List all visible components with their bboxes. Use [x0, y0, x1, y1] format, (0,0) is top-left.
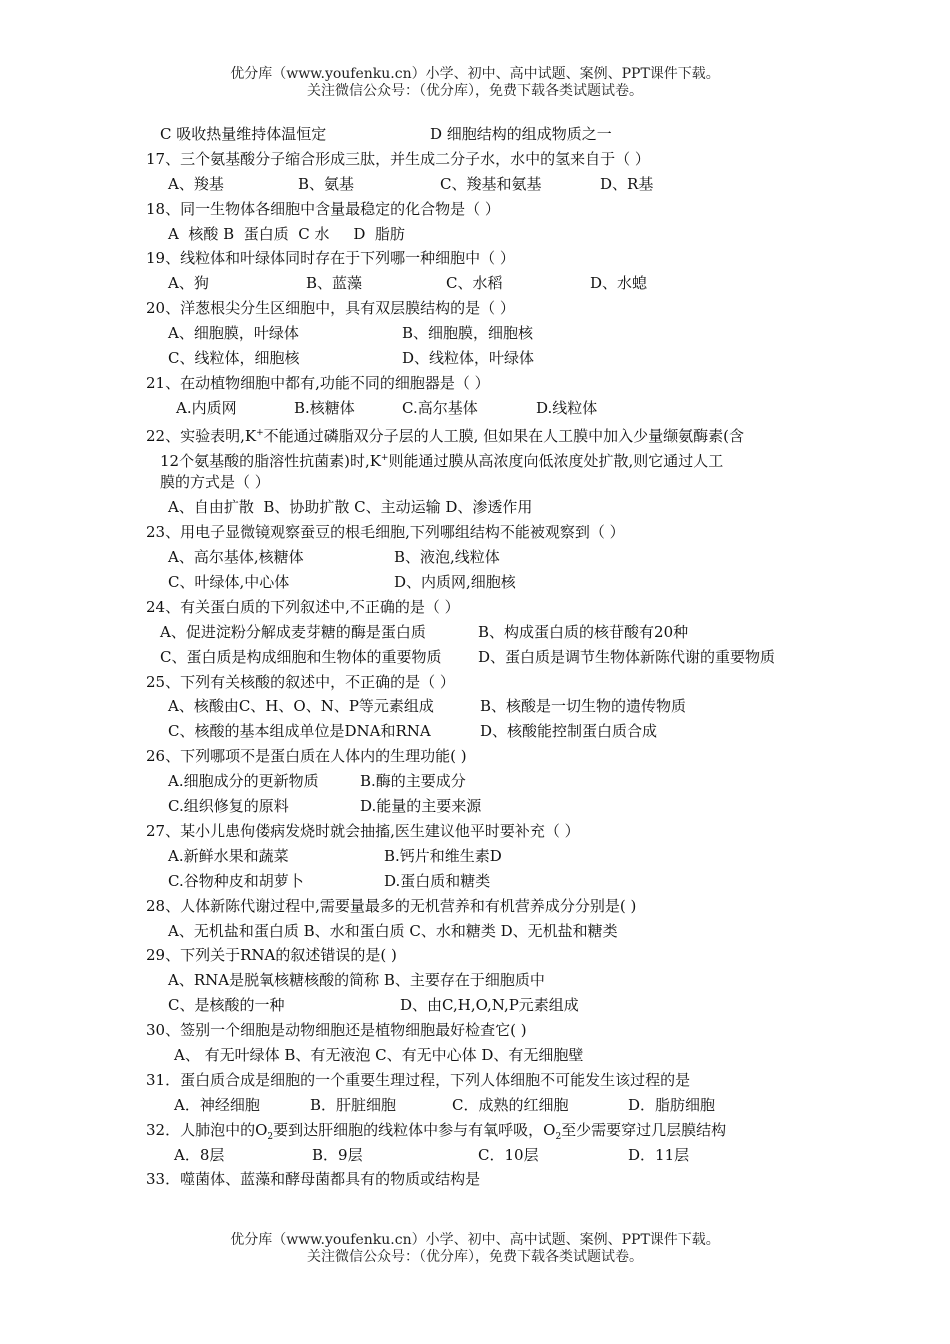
q21-option-b: B.核糖体 [294, 398, 355, 417]
q22-superscript-2: + [380, 452, 389, 463]
page-header [0, 66, 950, 100]
q21-option-d: D.线粒体 [536, 398, 598, 417]
q19-option-b: B、蓝藻 [306, 274, 363, 293]
q32-stem-a: 32．人肺泡中的O [146, 1120, 268, 1139]
q26-option-a: A.细胞成分的更新物质 [168, 772, 319, 791]
q26-option-b: B.酶的主要成分 [360, 772, 466, 791]
q27-options-ab [146, 844, 846, 869]
q18-options: A 核酸 B 蛋白质 C 水 D 脂肪 [168, 224, 405, 243]
q23-options-ab [146, 545, 846, 570]
q17-option-b: B、氨基 [298, 174, 355, 193]
q21-option-a: A.内质网 [176, 398, 237, 417]
q20-option-b: B、细胞膜，细胞核 [402, 324, 534, 343]
q16-option-c: C 吸收热量维持体温恒定 [160, 125, 327, 143]
q24-options-cd [146, 645, 846, 670]
q24-option-d: D、蛋白质是调节生物体新陈代谢的重要物质 [478, 647, 776, 666]
q26-options-cd [146, 794, 846, 819]
page-footer [0, 1232, 950, 1266]
q27-option-b: B.钙片和维生素D [384, 846, 502, 865]
q31-option-b: B．肝脏细胞 [310, 1095, 397, 1114]
q21-options [146, 396, 846, 421]
q31-stem: 31．蛋白质合成是细胞的一个重要生理过程，下列人体细胞不可能发生该过程的是 [146, 1070, 691, 1089]
q21-stem: 21、在动植物细胞中都有,功能不同的细胞器是（ ） [146, 373, 490, 392]
q25-option-c: C、核酸的基本组成单位是DNA和RNA [168, 722, 431, 741]
q29-option-c: C、是核酸的一种 [168, 996, 285, 1015]
q32-stem-c: 至少需要穿过几层膜结构 [561, 1120, 727, 1139]
q23-option-a: A、高尔基体,核糖体 [168, 548, 304, 567]
q29-stem: 29、下列关于RNA的叙述错误的是( ) [146, 946, 397, 965]
q19-option-c: C、水稻 [446, 274, 503, 293]
q32-option-a: A．8层 [174, 1145, 225, 1164]
q25-options-ab [146, 694, 846, 719]
q31-option-a: A．神经细胞 [174, 1095, 260, 1114]
q22-stem [146, 421, 846, 446]
q19-option-d: D、水螅 [590, 274, 648, 293]
q32-option-c: C．10层 [478, 1145, 539, 1164]
q32-stem [146, 1118, 846, 1143]
q26-option-d: D.能量的主要来源 [360, 797, 482, 816]
q25-option-b: B、核酸是一切生物的遗传物质 [480, 697, 687, 716]
q21-option-c: C.高尔基体 [402, 398, 478, 417]
q20-option-d: D、线粒体，叶绿体 [402, 349, 535, 368]
q22-line-3: 膜的方式是（ ） [160, 473, 270, 492]
q22-options: A、自由扩散 B、协助扩散 C、主动运输 D、渗透作用 [168, 498, 533, 517]
q17-option-a: A、羧基 [168, 174, 224, 193]
q29-options-ab: A、RNA是脱氧核糖核酸的简称 B、主要存在于细胞质中 [168, 971, 545, 990]
q27-option-c: C.谷物种皮和胡萝卜 [168, 871, 304, 890]
q17-option-c: C、羧基和氨基 [440, 174, 542, 193]
q16-options-cd [146, 122, 846, 147]
q23-option-d: D、内质网,细胞核 [394, 573, 516, 592]
q31-options [146, 1093, 846, 1118]
q30-options: A、 有无叶绿体 B、有无液泡 C、有无中心体 D、有无细胞壁 [174, 1045, 584, 1064]
q20-options-cd [146, 346, 846, 371]
q23-stem: 23、用电子显微镜观察蚕豆的根毛细胞,下列哪组结构不能被观察到（ ） [146, 523, 625, 542]
footer-line-2: 关注微信公众号：（优分库），免费下载各类试题试卷。 [307, 1249, 643, 1265]
q31-option-c: C．成熟的红细胞 [452, 1095, 569, 1114]
q17-stem: 17、三个氨基酸分子缩合形成三肽，并生成二分子水，水中的氢来自于（ ） [146, 149, 650, 168]
q19-option-a: A、狗 [168, 274, 209, 293]
q17-option-d: D、R基 [600, 174, 654, 193]
q32-stem-b: 要到达肝细胞的线粒体中参与有氧呼吸，O [273, 1120, 556, 1139]
q24-stem: 24、有关蛋白质的下列叙述中,不正确的是（ ） [146, 597, 460, 616]
q30-stem: 30、签别一个细胞是动物细胞还是植物细胞最好检查它( ) [146, 1021, 527, 1040]
q23-option-c: C、叶绿体,中心体 [168, 573, 290, 592]
q32-subscript-2: 2 [555, 1131, 562, 1142]
q32-option-b: B．9层 [312, 1145, 363, 1164]
q20-option-c: C、线粒体，细胞核 [168, 349, 300, 368]
q22-line2-a: 12个氨基酸的脂溶性抗菌素)时,K [160, 451, 381, 470]
q27-stem: 27、某小儿患佝偻病发烧时就会抽搐,医生建议他平时要补充（ ） [146, 821, 580, 840]
q20-stem: 20、洋葱根尖分生区细胞中，具有双层膜结构的是（ ） [146, 299, 515, 318]
q25-options-cd [146, 719, 846, 744]
q18-stem: 18、同一生物体各细胞中含量最稳定的化合物是（ ） [146, 199, 500, 218]
q20-option-a: A、细胞膜，叶绿体 [168, 324, 299, 343]
q31-option-d: D．脂肪细胞 [628, 1095, 716, 1114]
q28-stem: 28、人体新陈代谢过程中,需要量最多的无机营养和有机营养成分分别是( ) [146, 896, 637, 915]
q22-stem-a: 22、实验表明,K [146, 426, 257, 445]
q25-option-a: A、核酸由C、H、O、N、P等元素组成 [168, 697, 434, 716]
q19-options [146, 271, 846, 296]
question-list [146, 122, 846, 1192]
q27-option-d: D.蛋白质和糖类 [384, 871, 491, 890]
q16-option-d: D 细胞结构的组成物质之一 [430, 125, 612, 143]
q25-stem: 25、下列有关核酸的叙述中，不正确的是（ ） [146, 672, 455, 691]
q29-option-d: D、由C,H,O,N,P元素组成 [400, 996, 579, 1015]
q26-options-ab [146, 769, 846, 794]
header-line-2: 关注微信公众号：（优分库），免费下载各类试题试卷。 [307, 83, 643, 99]
footer-line-1: 优分库（www.youfenku.cn）小学、初中、高中试题、案例、PPT课件下载。 [230, 1232, 720, 1248]
q26-option-c: C.组织修复的原料 [168, 797, 289, 816]
q25-option-d: D、核酸能控制蛋白质合成 [480, 722, 658, 741]
q22-line2-b: 则能通过膜从高浓度向低浓度处扩散,则它通过人工 [388, 451, 724, 470]
q17-options [146, 172, 846, 197]
q22-superscript: + [256, 427, 264, 438]
q24-option-c: C、蛋白质是构成细胞和生物体的重要物质 [160, 647, 442, 666]
q28-options: A、无机盐和蛋白质 B、水和蛋白质 C、水和糖类 D、无机盐和糖类 [168, 921, 618, 940]
q32-option-d: D．11层 [628, 1145, 690, 1164]
q20-options-ab [146, 321, 846, 346]
q27-options-cd [146, 869, 846, 894]
q26-stem: 26、下列哪项不是蛋白质在人体内的生理功能( ) [146, 747, 467, 766]
q32-subscript: 2 [267, 1131, 274, 1142]
header-line-1: 优分库（www.youfenku.cn）小学、初中、高中试题、案例、PPT课件下载。 [230, 66, 720, 82]
q24-option-b: B、构成蛋白质的核苷酸有20种 [478, 622, 689, 641]
q29-options-cd [146, 993, 846, 1018]
q22-line-2 [146, 446, 846, 471]
q24-options-ab [146, 620, 846, 645]
q24-option-a: A、促进淀粉分解成麦芽糖的酶是蛋白质 [160, 622, 426, 641]
q33-stem: 33．噬菌体、蓝藻和酵母菌都具有的物质或结构是 [146, 1170, 481, 1189]
q23-option-b: B、液泡,线粒体 [394, 548, 500, 567]
q22-stem-b: 不能通过磷脂双分子层的人工膜, 但如果在人工膜中加入少量缬氨酶素(含 [263, 426, 745, 445]
q19-stem: 19、线粒体和叶绿体同时存在于下列哪一种细胞中（ ） [146, 249, 515, 268]
q23-options-cd [146, 570, 846, 595]
q32-options [146, 1143, 846, 1168]
q27-option-a: A.新鲜水果和蔬菜 [168, 846, 289, 865]
